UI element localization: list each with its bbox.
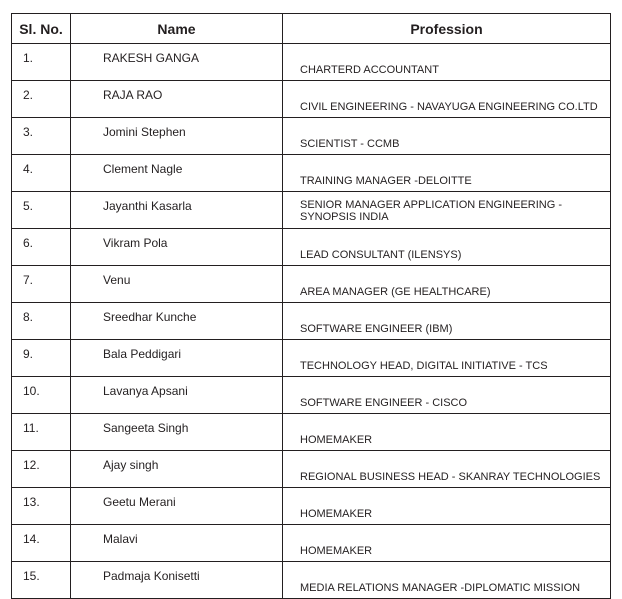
row-sl-no: 9.	[12, 340, 71, 377]
row-profession: LEAD CONSULTANT (ILENSYS)	[283, 229, 611, 266]
table-row	[12, 414, 611, 451]
row-profession: CIVIL ENGINEERING - NAVAYUGA ENGINEERING CO.LTD	[283, 81, 611, 118]
row-name: Padmaja Konisetti	[71, 562, 283, 599]
row-name: Jomini Stephen	[71, 118, 283, 155]
table-row	[12, 303, 611, 340]
row-sl-no: 2.	[12, 81, 71, 118]
row-sl-no: 7.	[12, 266, 71, 303]
row-name: Jayanthi Kasarla	[71, 192, 283, 229]
row-sl-no: 12.	[12, 451, 71, 488]
row-sl-no: 1.	[12, 44, 71, 81]
table-row	[12, 81, 611, 118]
row-profession: HOMEMAKER	[283, 414, 611, 451]
row-sl-no: 4.	[12, 155, 71, 192]
row-sl-no: 15.	[12, 562, 71, 599]
row-name: Lavanya Apsani	[71, 377, 283, 414]
header-name: Name	[71, 14, 283, 44]
table-row	[12, 488, 611, 525]
row-name: Venu	[71, 266, 283, 303]
row-profession: SOFTWARE ENGINEER (IBM)	[283, 303, 611, 340]
row-name: Clement Nagle	[71, 155, 283, 192]
row-profession: MEDIA RELATIONS MANAGER -DIPLOMATIC MISSION	[283, 562, 611, 599]
row-name: Sangeeta Singh	[71, 414, 283, 451]
row-profession: TECHNOLOGY HEAD, DIGITAL INITIATIVE - TCS	[283, 340, 611, 377]
table-row	[12, 562, 611, 599]
row-profession: HOMEMAKER	[283, 488, 611, 525]
row-name: Vikram Pola	[71, 229, 283, 266]
row-sl-no: 13.	[12, 488, 71, 525]
row-sl-no: 6.	[12, 229, 71, 266]
row-sl-no: 10.	[12, 377, 71, 414]
row-name: RAKESH GANGA	[71, 44, 283, 81]
row-sl-no: 14.	[12, 525, 71, 562]
members-table	[11, 13, 611, 599]
row-name: Sreedhar Kunche	[71, 303, 283, 340]
row-profession: TRAINING MANAGER -DELOITTE	[283, 155, 611, 192]
table-row	[12, 377, 611, 414]
row-profession: AREA MANAGER (GE HEALTHCARE)	[283, 266, 611, 303]
table-row	[12, 192, 611, 229]
table-row	[12, 118, 611, 155]
row-name: Malavi	[71, 525, 283, 562]
row-sl-no: 8.	[12, 303, 71, 340]
row-profession: HOMEMAKER	[283, 525, 611, 562]
table-row	[12, 340, 611, 377]
row-sl-no: 5.	[12, 192, 71, 229]
row-profession: SCIENTIST - CCMB	[283, 118, 611, 155]
row-profession: REGIONAL BUSINESS HEAD - SKANRAY TECHNOLOGIES	[283, 451, 611, 488]
row-name: Geetu Merani	[71, 488, 283, 525]
header-sl-no: Sl. No.	[12, 14, 71, 44]
row-name: Ajay singh	[71, 451, 283, 488]
row-name: Bala Peddigari	[71, 340, 283, 377]
header-profession: Profession	[283, 14, 611, 44]
table-row	[12, 266, 611, 303]
table-header-row	[12, 14, 611, 44]
row-profession: SENIOR MANAGER APPLICATION ENGINEERING - SYNOPSIS INDIA	[283, 192, 611, 229]
row-profession: SOFTWARE ENGINEER - CISCO	[283, 377, 611, 414]
table-row	[12, 229, 611, 266]
row-sl-no: 11.	[12, 414, 71, 451]
table-row	[12, 155, 611, 192]
row-sl-no: 3.	[12, 118, 71, 155]
row-profession: CHARTERD ACCOUNTANT	[283, 44, 611, 81]
table-row	[12, 451, 611, 488]
table-row	[12, 525, 611, 562]
row-name: RAJA RAO	[71, 81, 283, 118]
table-row	[12, 44, 611, 81]
